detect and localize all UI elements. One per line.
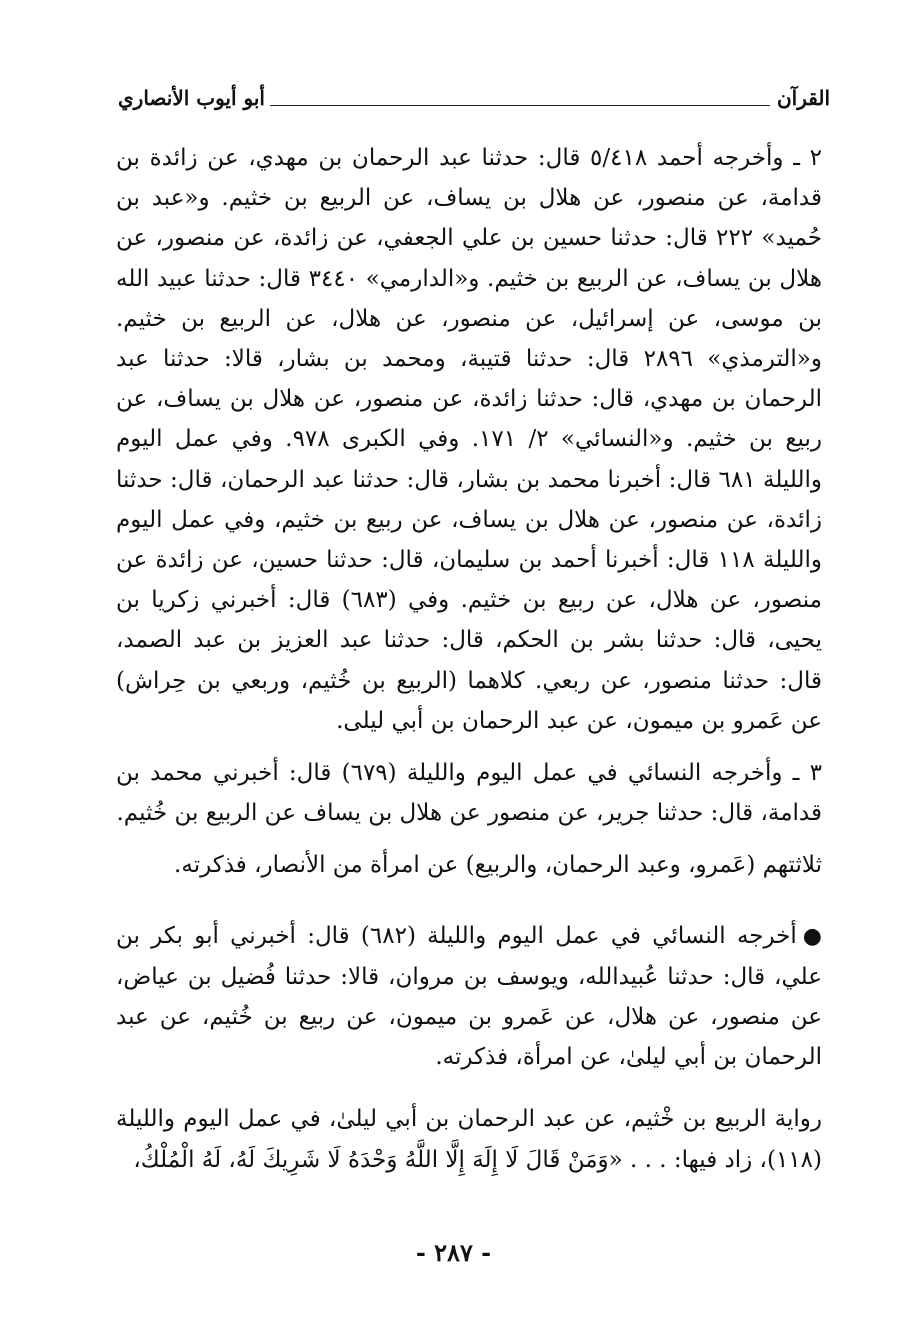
page-body: [116, 138, 822, 1180]
paragraph-gap: [116, 886, 822, 916]
paragraph-6: رواية الربيع بن خْثيم، عن عبد الرحمان بن أبي ليلىٰ، في عمل اليوم والليلة (١١٨)، زاد فيها: . . . «وَمَنْ قَالَ لَا إِلَهَ إِلَّا اللَّهُ وَحْدَهُ لَا شَرِيكَ لَهُ، لَهُ الْمُلْكُ،: [116, 1106, 822, 1173]
paragraph-2: ٢ ـ وأخرجه أحمد ٥/٤١٨ قال: حدثنا عبد الرحمان بن مهدي، عن زائدة بن قدامة، عن منصور، عن هلال بن يساف، عن الربيع بن خثيم. و«عبد بن حُميد» ٢٢٢ قال: حدثنا حسين بن علي الجعفي، عن زائدة، عن منصور، عن هلال بن يساف، عن الربيع بن خثيم. و«الدارمي» ٣٤٤٠ قال: حدثنا عبيد الله بن موسى، عن إسرائيل، عن منصور، عن هلال، عن الربيع بن خثيم. و«الترمذي» ٢٨٩٦ قال: حدثنا قتيبة، ومحمد بن بشار، قالا: حدثنا عبد الرحمان بن مهدي، قال: حدثنا زائدة، عن منصور، عن هلال بن يساف، عن ربيع بن خثيم. و«النسائي» ٢/ ١٧١. وفي الكبرى ٩٧٨. وفي عمل اليوم والليلة ٦٨١ قال: أخبرنا محمد بن بشار، قال: حدثنا عبد الرحمان، قال: حدثنا زائدة، عن منصور، عن هلال بن يساف، عن ربيع بن خثيم، وفي عمل اليوم والليلة ١١٨ قال: أخبرنا أحمد بن سليمان، قال: حدثنا حسين، عن زائدة عن منصور، عن هلال، عن ربيع بن خثيم. وفي (٦٨٣) قال: أخبرني زكريا بن يحيى، قال: حدثنا بشر بن الحكم، قال: حدثنا عبد العزيز بن عبد الصمد، قال: حدثنا منصور، عن ربعي. كلاهما (الربيع بن خُثيم، وربعي بن حِراش) عن عَمرو بن ميمون، عن عبد الرحمان بن أبي ليلى.: [116, 145, 823, 734]
paragraph-3: ٣ ـ وأخرجه النسائي في عمل اليوم والليلة (٦٧٩) قال: أخبرني محمد بن قدامة، قال: حدثنا جرير، عن منصور عن هلال بن يساف عن الربيع بن خُثيم.: [116, 760, 822, 827]
page-header: [118, 86, 830, 116]
paragraph-4: ثلاثتهم (عَمرو، وعبد الرحمان، والربيع) عن امرأة من الأنصار، فذكرته.: [174, 852, 822, 879]
paragraph-gap: [116, 741, 822, 753]
paragraph-gap: [116, 1077, 822, 1099]
header-rule: [270, 105, 770, 106]
header-book-title: القرآن: [776, 86, 830, 110]
paragraph-gap: [116, 833, 822, 845]
paragraph-5-text: أخرجه النسائي في عمل اليوم والليلة (٦٨٢) قال: أخبرني أبو بكر بن علي، قال: حدثنا عُبيدالله، ويوسف بن مروان، قالا: حدثنا فُضيل بن عياض، عن منصور، عن هلال، عن عَمرو بن ميمون، عن ربيع بن خُثيم، عن عبد الرحمان بن أبي ليلىٰ، عن امرأة، فذكرته.: [116, 922, 822, 1071]
bullet-icon: ●: [802, 923, 822, 949]
paragraph-5: [116, 916, 822, 1078]
page-number: - ٢٨٧ -: [415, 1238, 492, 1267]
header-chapter-title: أبو أيوب الأنصاري: [118, 86, 265, 110]
